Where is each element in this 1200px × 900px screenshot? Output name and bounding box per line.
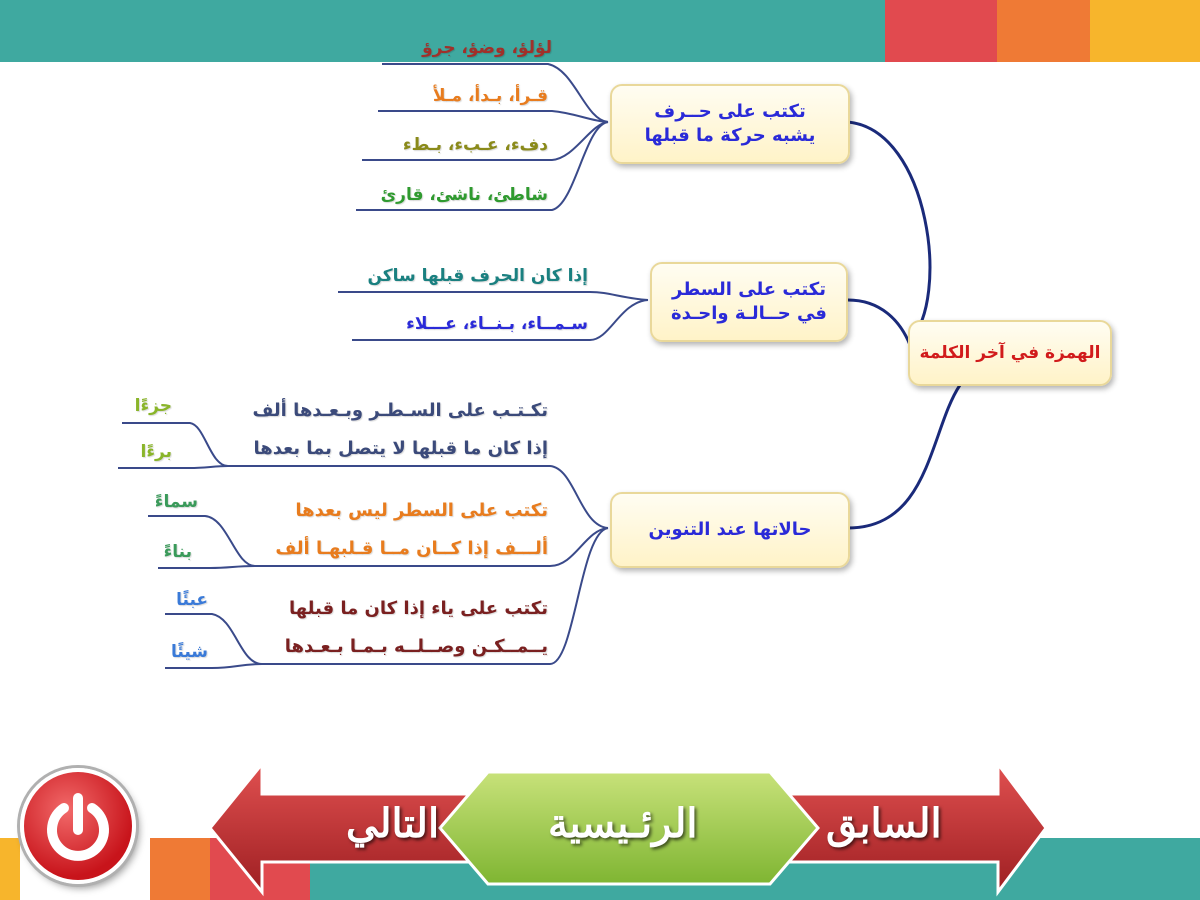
power-icon	[24, 772, 132, 880]
branch3-rule2-example-1: سماءً	[154, 492, 198, 512]
branch3-rule2-line1: تكتب على السطر ليس بعدها	[295, 500, 548, 521]
branch3-rule1-line2: إذا كان ما قبلها لا يتصل بما بعدها	[253, 438, 548, 459]
branch3-rule3-line2: يــمــكـن وصــلــه بـمـا بـعـدها	[284, 636, 548, 657]
center-node-title: الهمزة في آخر الكلمة	[919, 342, 1101, 363]
branch3-rule2-line2: ألـــف إذا كــان مــا قـلبهـا ألف	[275, 538, 548, 559]
branch1-line1: تكتب على حــرف	[654, 100, 806, 122]
branch1-example-3: دفء، عـبء، بـطء	[402, 135, 548, 155]
branch1-line2: يشبه حركة ما قبلها	[644, 125, 816, 146]
branch3-title: حالاتها عند التنوين	[648, 518, 812, 540]
power-button[interactable]	[20, 768, 136, 884]
branch2-line2: في حــالـة واحـدة	[671, 303, 827, 324]
branch1-example-2: قـرأ، بـدأ، مـلأ	[432, 86, 548, 106]
branch3-rule1-line1: تكـتـب على السـطـر وبـعـدها ألف	[252, 400, 548, 421]
home-button[interactable]: الرئـيسية	[548, 800, 698, 847]
next-button[interactable]: التالي	[346, 800, 440, 847]
branch3-rule1-example-1: جزءًا	[134, 396, 172, 416]
branch1-example-4: شاطئ، ناشئ، قارئ	[380, 185, 548, 205]
branch3-rule2-example-2: بناءً	[163, 542, 192, 562]
branch1-example-1: لؤلؤ، وضؤ، جرؤ	[422, 38, 552, 58]
branch2-line1: تكتب على السطر	[672, 278, 826, 300]
branch3-rule3-line1: تكتب على ياء إذا كان ما قبلها	[289, 598, 548, 619]
branch2-example-1: إذا كان الحرف قبلها ساكن	[367, 266, 588, 286]
branch3-rule1-example-2: برءًا	[140, 442, 172, 462]
branch2-example-2: سـمــاء، بـنــاء، عـــلاء	[406, 314, 588, 334]
branch3-rule3-example-1: عبئًا	[176, 590, 208, 610]
branch3-rule3-example-2: شيئًا	[171, 642, 208, 662]
previous-button[interactable]: السابق	[826, 800, 942, 847]
